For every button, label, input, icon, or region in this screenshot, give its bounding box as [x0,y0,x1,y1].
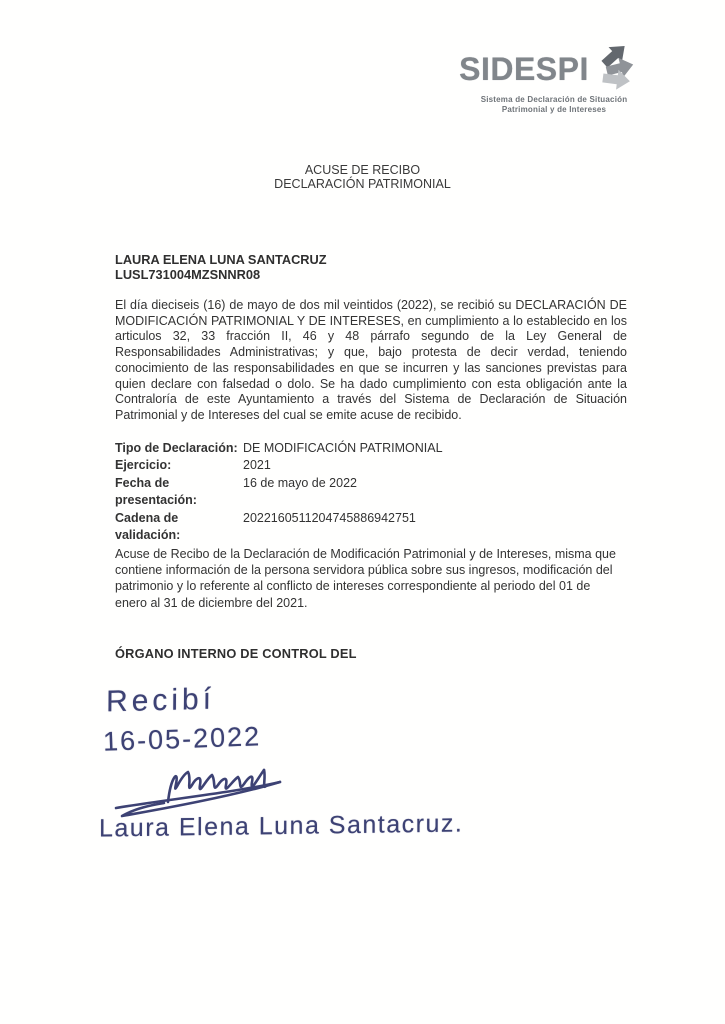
sidespi-tagline-line2: Patrimonial y de Intereses [501,105,607,115]
signature-scribble-icon [108,756,338,818]
declarant-block [115,252,327,282]
handwritten-date: 16-05-2022 [102,721,262,757]
detail-row-cadena [115,510,443,545]
detail-row-ejercicio [115,457,443,474]
detail-value-ejercicio: 2021 [243,458,271,473]
detail-row-tipo [115,440,443,457]
detail-label-ejercicio: Ejercicio: [115,458,172,473]
detail-value-fecha: 16 de mayo de 2022 [243,475,357,490]
summary-paragraph: Acuse de Recibo de la Declaración de Modificación Patrimonial y de Intereses, misma que contiene información de la persona servidora pública sobre sus ingresos, modificación del patrimonio y lo referente al conflicto de intereses correspondiente al periodo del 01 de enero al 31 de diciembre del 2021. [115,547,616,610]
declaration-details [115,440,443,544]
receipt-paragraph: El día dieciseis (16) de mayo de dos mil veintidos (2022), se recibió su DECLARACIÓN DE MODIFICACIÓN PATRIMONIAL Y DE INTERESES, en cumplimiento a lo establecido en los articulos 32, 33 fracción II, 46 y 48 párrafo segundo de la Ley General de Responsabilidades Administrativas; y que, bajo protesta de decir verdad, teniendo conocimiento de las responsabilidades en que se incurren y las sanciones previstas para quien declare con falsedad o dolo. Se ha dado cumplimiento con esta obligación ante la Contraloría de este Ayuntamiento a través del Sistema de Declaración de Situación Patrimonial y de Intereses del cual se emite acuse de recibido. [115,298,627,422]
handwritten-received-label: Recibí [105,682,216,719]
detail-value-cadena: 2022160511204745886942751 [243,510,416,525]
detail-label-cadena: Cadena de validación: [115,510,181,543]
detail-label-fecha: Fecha de presentación: [115,475,197,508]
sidespi-tagline [443,95,665,116]
organo-interno-heading: ÓRGANO INTERNO DE CONTROL DEL [115,646,357,661]
document-title [0,163,725,191]
detail-value-tipo: DE MODIFICACIÓN PATRIMONIAL [243,441,443,455]
detail-label-tipo: Tipo de Declaración: [115,441,238,455]
sidespi-wordmark: SIDESPI [459,51,589,87]
declarant-name: LAURA ELENA LUNA SANTACRUZ [115,252,327,267]
detail-row-fecha [115,475,443,510]
document-title-line2: DECLARACIÓN PATRIMONIAL [274,177,451,191]
declarant-curp: LUSL731004MZSNNR08 [115,267,261,282]
sidespi-tagline-line1: Sistema de Declaración de Situación [480,95,628,104]
sidespi-arrows-icon [591,40,649,92]
sidespi-logo [443,46,665,116]
handwritten-signed-name: Laura Elena Luna Santacruz. [98,809,464,843]
document-title-line1: ACUSE DE RECIBO [304,163,421,177]
